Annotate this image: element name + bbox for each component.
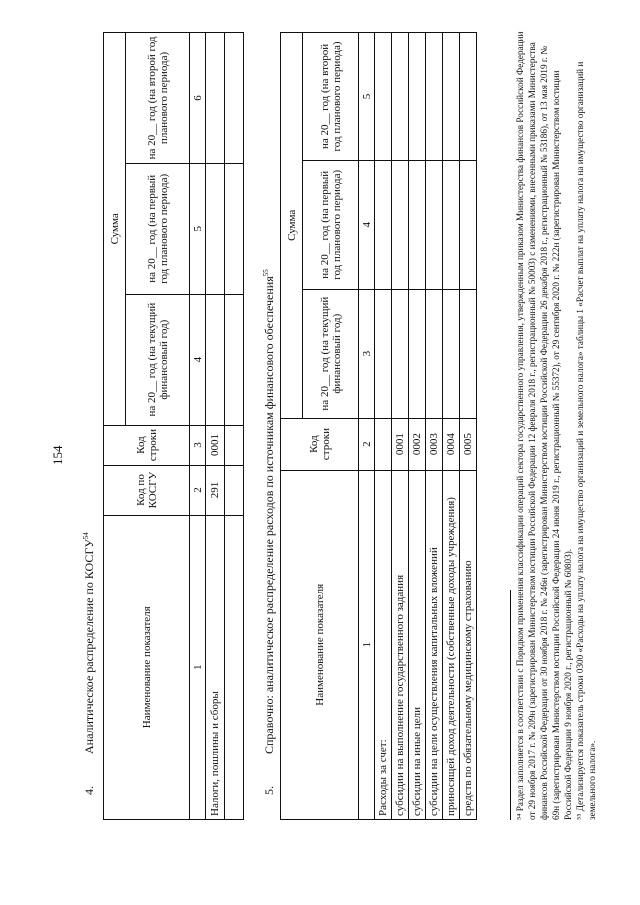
s5-cell <box>426 160 443 289</box>
s4-colnum: 5 <box>190 163 206 294</box>
table-row <box>409 33 426 820</box>
s5-cell <box>460 289 477 418</box>
s5-colnum: 2 <box>359 418 375 470</box>
s5-row-code: 0005 <box>460 418 477 470</box>
s4-colnum: 2 <box>190 465 206 515</box>
s4-header-year1: на 20__ год (на текущий финансовый год) <box>126 294 190 425</box>
s5-cell <box>460 33 477 161</box>
s5-cell <box>392 33 409 161</box>
s5-header-year3: на 20__ год (на второй год планового периода) <box>303 33 359 161</box>
s5-cell <box>375 160 392 289</box>
s4-cell <box>206 33 225 164</box>
section5-title: Справочно: аналитическое распределение расходов по источникам финансового обеспечения <box>262 276 276 754</box>
s5-header-year1: на 20__ год (на текущий финансовый год) <box>303 289 359 418</box>
s4-row-code: 0001 <box>206 425 225 465</box>
s4-colnum: 6 <box>190 33 206 164</box>
section4-title: Аналитическое распределение по КОСГУ <box>82 539 96 754</box>
s4-cell <box>206 163 225 294</box>
s4-header-year3: на 20__ год (на второй год планового периода) <box>126 33 190 164</box>
s4-cell <box>225 33 244 164</box>
s5-cell <box>443 289 460 418</box>
s5-cell <box>426 33 443 161</box>
s4-cell <box>225 465 244 515</box>
page-number: 154 <box>50 445 65 465</box>
s5-cell <box>409 33 426 161</box>
s5-cell <box>443 160 460 289</box>
section5-footnote-ref: 55 <box>262 269 270 277</box>
s4-header-sum: Сумма <box>104 33 126 426</box>
table-row <box>206 33 225 820</box>
section4-number: 4. <box>82 786 96 795</box>
s5-cell <box>426 289 443 418</box>
s5-cell <box>409 160 426 289</box>
section5-table <box>280 32 477 820</box>
footnote-divider <box>510 590 511 820</box>
s5-row-code <box>375 418 392 470</box>
s5-row-code: 0004 <box>443 418 460 470</box>
s4-colnum: 4 <box>190 294 206 425</box>
s5-cell <box>409 289 426 418</box>
section4-heading <box>82 532 97 795</box>
s5-header-name: Наименование показателя <box>281 470 359 819</box>
s5-row-code: 0003 <box>426 418 443 470</box>
s4-cell <box>206 294 225 425</box>
s5-row-name: субсидии на иные цели <box>409 470 426 819</box>
section5-number: 5. <box>262 786 276 795</box>
s5-cell <box>443 33 460 161</box>
s5-cell <box>392 160 409 289</box>
s5-row-name: субсидии на выполнение государственного задания <box>392 470 409 819</box>
s4-header-year2: на 20__ год (на первый год планового периода) <box>126 163 190 294</box>
s5-cell <box>392 289 409 418</box>
s5-row-code: 0001 <box>392 418 409 470</box>
footnote-55: ⁵⁵ Детализируется показатель строки 0300 «Расходы на уплату налога на имущество организаций и земельного налога» таблицы 1 «Расчет выплат на уплату налога на имущество организаций и земельного налога». <box>575 61 597 820</box>
s4-header-kosgu: Код по КОСГУ <box>104 465 190 515</box>
s4-header-row-code: Код строки <box>104 425 190 465</box>
s5-row-name: Расходы за счет: <box>375 470 392 819</box>
section5-heading <box>262 269 277 795</box>
table-row <box>392 33 409 820</box>
s4-colnum: 1 <box>190 515 206 819</box>
s4-header-name: Наименование показателя <box>104 515 190 819</box>
s5-colnum: 4 <box>359 160 375 289</box>
s5-cell <box>375 33 392 161</box>
s5-colnum: 1 <box>359 470 375 819</box>
s4-cell <box>225 515 244 819</box>
table-row <box>460 33 477 820</box>
footnotes <box>514 30 598 820</box>
s5-header-sum: Сумма <box>281 33 303 419</box>
s5-cell <box>460 160 477 289</box>
s4-colnum: 3 <box>190 425 206 465</box>
s5-colnum: 3 <box>359 289 375 418</box>
footnote-54: ⁵⁴ Раздел заполняется в соответствии с Порядком применения классификации операций сектора государственного управления, утвержденным приказом Министерства финансов Российской Федерации от 29 ноября 2017 г. № 209н (зарегистрирован Министерством юстиции Российской Федерации 12 февраля 2018 г., регистрационный № 50003) с изменениями, внесенными приказами Министерства финансов Российской Федерации от 30 ноября 2018 г. № 246н (зарегистрирован Министерством юстиции Российской Федерации 26 декабря 2018 г., регистрационный № 53186), от 13 мая 2019 г. № 69н (зарегистрирован Министерством юстиции Российской Федерации 24 июня 2019 г., регистрационный № 55372), от 29 сентября 2020 г. № 222н (зарегистрирован Министерством юстиции Российской Федерации 9 ноября 2020 г., регистрационный № 60803). <box>515 31 573 820</box>
section4-table <box>103 32 244 820</box>
table-row <box>225 33 244 820</box>
s5-cell <box>375 289 392 418</box>
table-row <box>426 33 443 820</box>
s4-cell <box>225 163 244 294</box>
s5-header-year2: на 20__ год (на первый год планового периода) <box>303 160 359 289</box>
table-row <box>443 33 460 820</box>
s5-row-name: средств по обязательному медицинскому страхованию <box>460 470 477 819</box>
s5-row-name: приносящей доход деятельности (собственные доходы учреждения) <box>443 470 460 819</box>
s4-cell <box>225 425 244 465</box>
section4-footnote-ref: 54 <box>82 532 90 540</box>
table-row <box>375 33 392 820</box>
s4-row-name: Налоги, пошлины и сборы <box>206 515 225 819</box>
s5-colnum: 5 <box>359 33 375 161</box>
s4-cell <box>225 294 244 425</box>
s5-header-row-code: Код строки <box>281 418 359 470</box>
s5-row-code: 0002 <box>409 418 426 470</box>
s4-row-kosgu: 291 <box>206 465 225 515</box>
s5-row-name: субсидии на цели осуществления капитальных вложений <box>426 470 443 819</box>
